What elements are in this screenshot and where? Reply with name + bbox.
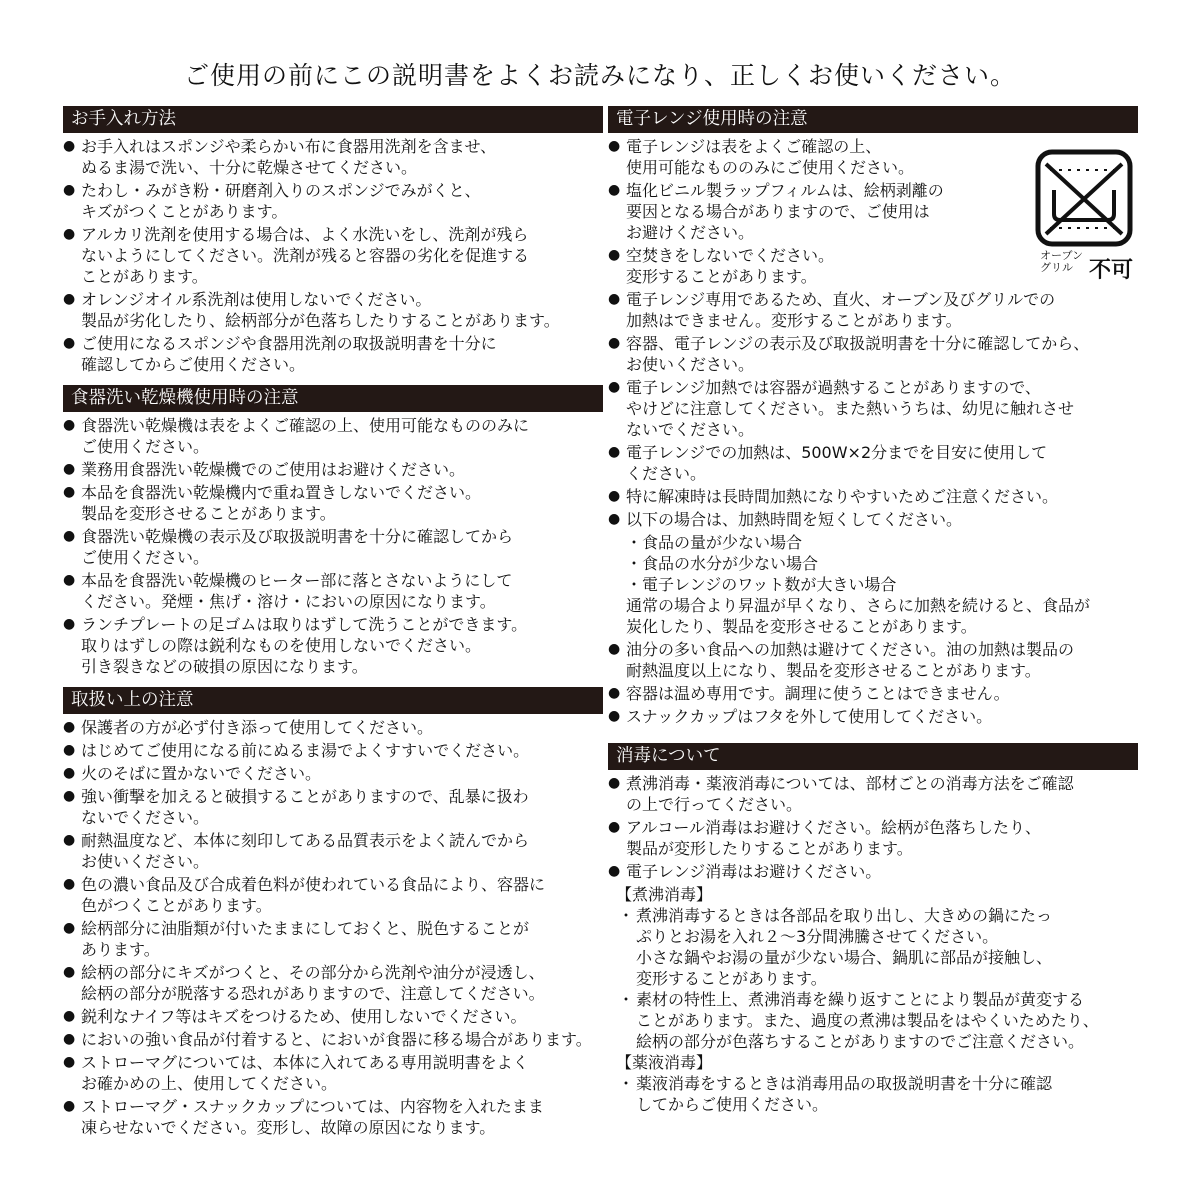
list-item: ● 本品を食器洗い乾燥機のヒーター部に落とさないようにして ください。発煙・焦げ・溶け・においの原因になります。 <box>63 570 603 612</box>
list-item: ● ランチプレートの足ゴムは取りはずして洗うことができます。 取りはずしの際は鋭利なものを使用しないでください。 引き裂きなどの破損の原因になります。 <box>63 614 603 677</box>
list-item: ● たわし・みがき粉・研磨剤入りのスポンジでみがくと、 キズがつくことがあります。 <box>63 180 603 222</box>
list-item: ● ストローマグ・スナックカップについては、内容物を入れたまま 凍らせないでください。変形し、故障の原因になります。 <box>63 1096 603 1138</box>
list-item: ● 電子レンジでの加熱は、500W×2分までを目安に使用して ください。 <box>608 442 1138 484</box>
list-item: ● オレンジオイル系洗剤は使用しないでください。 製品が劣化したり、絵柄部分が色落ちしたりすることがあります。 <box>63 289 603 331</box>
sub-item: ・電子レンジのワット数が大きい場合 <box>626 575 897 594</box>
care-section <box>63 106 603 375</box>
list-item: ● 耐熱温度など、本体に刻印してある品質表示をよく読んでから お使いください。 <box>63 830 603 872</box>
list-item: ● アルカリ洗剤を使用する場合は、よく水洗いをし、洗剤が残ら ないようにしてください。洗剤が残ると容器の劣化を促進する ことがあります。 <box>63 224 603 287</box>
list-item: ● 絵柄部分に油脂類が付いたままにしておくと、脱色することが あります。 <box>63 918 603 960</box>
sub-heading: 【薬液消毒】 <box>616 1053 713 1072</box>
page-title: ご使用の前にこの説明書をよくお読みになり、正しくお使いください。 <box>183 61 1016 90</box>
section-heading: お手入れ方法 <box>63 106 603 133</box>
icon-caption-grill: グリル <box>1040 261 1073 274</box>
list-item: ● ストローマグについては、本体に入れてある専用説明書をよく お確かめの上、使用してください。 <box>63 1052 603 1094</box>
list-item: ● 食器洗い乾燥機の表示及び取扱説明書を十分に確認してから ご使用ください。 <box>63 526 603 568</box>
list-item: ● 電子レンジ消毒はお避けください。 <box>608 861 1138 882</box>
list-item: ● 油分の多い食品への加熱は避けてください。油の加熱は製品の 耐熱温度以上になり、製品を変形させることがあります。 <box>608 639 1138 681</box>
list-item: ● 色の濃い食品及び合成着色料が使われている食品により、容器に 色がつくことがあります。 <box>63 874 603 916</box>
list-item: ● 本品を食器洗い乾燥機内で重ね置きしないでください。 製品を変形させることがあります。 <box>63 482 603 524</box>
list-item: ● 絵柄の部分にキズがつくと、その部分から洗剤や油分が浸透し、 絵柄の部分が脱落する恐れがありますので、注意してください。 <box>63 962 603 1004</box>
list-item: ● 電子レンジ専用であるため、直火、オーブン及びグリルでの 加熱はできません。変形することがあります。 <box>608 289 1138 331</box>
handling-section <box>63 687 603 1138</box>
sub-item: ・ 薬液消毒をするときは消毒用品の取扱説明書を十分に確認 してからご使用ください。 <box>608 1073 1138 1115</box>
list-item: ● 容器、電子レンジの表示及び取扱説明書を十分に確認してから、 お使いください。 <box>608 333 1138 375</box>
left-column <box>63 106 603 1148</box>
list-item: ● 以下の場合は、加熱時間を短くしてください。 <box>608 509 1138 530</box>
icon-caption-oven: オーブン <box>1040 249 1084 262</box>
list-item: ● スナックカップはフタを外して使用してください。 <box>608 706 1138 727</box>
section-heading: 取扱い上の注意 <box>63 687 603 714</box>
list-item: ● 煮沸消毒・薬液消毒については、部材ごとの消毒方法をご確認 の上で行ってください。 <box>608 773 1138 815</box>
list-item: ● 電子レンジ加熱では容器が過熱することがありますので、 やけどに注意してください。また熱いうちは、幼児に触れさせ ないでください。 <box>608 377 1138 440</box>
list-item: ● においの強い食品が付着すると、においが食器に移る場合があります。 <box>63 1029 603 1050</box>
list-item: ● 電子レンジは表をよくご確認の上、 使用可能なもののみにご使用ください。 <box>608 136 1138 178</box>
list-item: ● 業務用食器洗い乾燥機でのご使用はお避けください。 <box>63 459 603 480</box>
sterilization-section <box>608 743 1138 1115</box>
list-item: ● 強い衝撃を加えると破損することがありますので、乱暴に扱わ ないでください。 <box>63 786 603 828</box>
sub-heading: 【煮沸消毒】 <box>616 885 713 904</box>
section-heading: 電子レンジ使用時の注意 <box>608 106 1138 133</box>
sub-item: ・ 素材の特性上、煮沸消毒を繰り返すことにより製品が黄変する ことがあります。また、過度の煮沸は製品をはやくいためたり、 絵柄の部分が色落ちすることがありますのでご注意ください。 <box>608 989 1138 1052</box>
sub-item: ・ 煮沸消毒するときは各部品を取り出し、大きめの鍋にたっ ぷりとお湯を入れ２～3分間沸騰させてください。 小さな鍋やお湯の量が少ない場合、鍋肌に部品が接触し、 変形することがあります。 <box>608 905 1138 989</box>
list-item: ● 容器は温め専用です。調理に使うことはできません。 <box>608 683 1138 704</box>
list-item: ● アルコール消毒はお避けください。絵柄が色落ちしたり、 製品が変形したりすることがあります。 <box>608 817 1138 859</box>
list-item: ● お手入れはスポンジや柔らかい布に食器用洗剤を含ませ、 ぬるま湯で洗い、十分に乾燥させてください。 <box>63 136 603 178</box>
icon-caption <box>1040 250 1083 274</box>
list-item: ● 特に解凍時は長時間加熱になりやすいためご注意ください。 <box>608 486 1138 507</box>
list-item: ● 塩化ビニル製ラップフィルムは、絵柄剥離の 要因となる場合がありますので、ご使用は お避けください。 <box>608 180 1138 243</box>
dishwasher-section <box>63 385 603 677</box>
list-item: ● 食器洗い乾燥機は表をよくご確認の上、使用可能なもののみに ご使用ください。 <box>63 415 603 457</box>
section-heading: 食器洗い乾燥機使用時の注意 <box>63 385 603 412</box>
list-item: ● 保護者の方が必ず付き添って使用してください。 <box>63 717 603 738</box>
sub-note: 通常の場合より昇温が早くなり、さらに加熱を続けると、食品が 炭化したり、製品を変形させることがあります。 <box>626 596 1091 636</box>
sub-item: ・食品の量が少ない場合 <box>626 533 803 552</box>
list-item: ● 空焚きをしないでください。 変形することがあります。 <box>608 245 1138 287</box>
list-item: ● 火のそばに置かないでください。 <box>63 763 603 784</box>
icon-not-allowed-label: 不可 <box>1089 258 1134 283</box>
section-heading: 消毒について <box>608 743 1138 770</box>
sub-item: ・食品の水分が少ない場合 <box>626 554 819 573</box>
list-item: ● ご使用になるスポンジや食器用洗剤の取扱説明書を十分に 確認してからご使用ください。 <box>63 333 603 375</box>
list-item: ● はじめてご使用になる前にぬるま湯でよくすすいでください。 <box>63 740 603 761</box>
list-item: ● 鋭利なナイフ等はキズをつけるため、使用しないでください。 <box>63 1006 603 1027</box>
